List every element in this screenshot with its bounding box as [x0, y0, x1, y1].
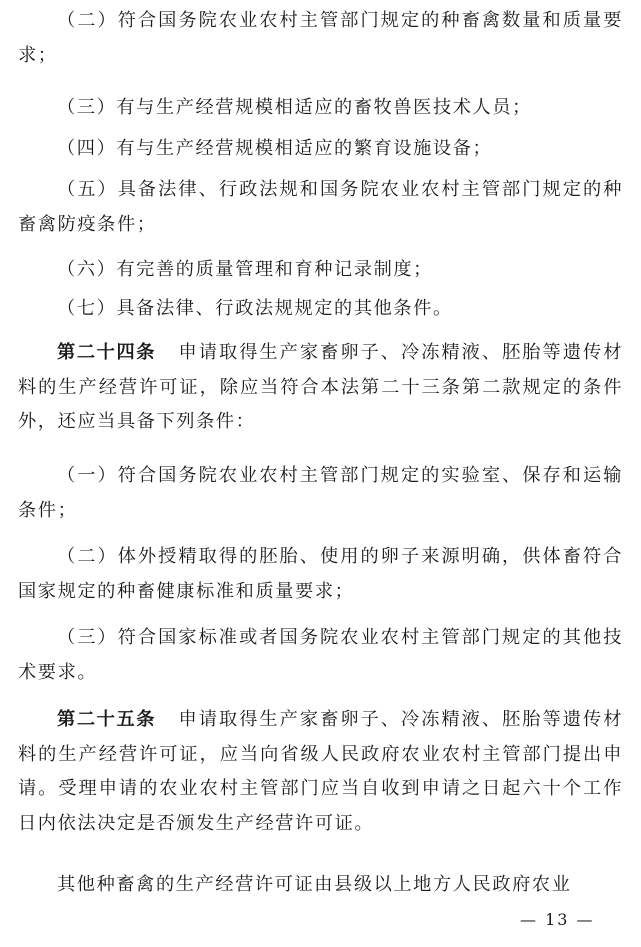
- paragraph-item-1: [18, 459, 623, 528]
- paragraph-text: 申请取得生产家畜卵子、冷冻精液、胚胎等遗传材料的生产经营许可证，除应当符合本法第二十三条第二款规定的条件外，还应当具备下列条件：: [18, 342, 623, 432]
- paragraph-text: （三）符合国家标准或者国务院农业农村主管部门规定的其他技术要求。: [18, 627, 623, 683]
- paragraph-text: （五）具备法律、行政法规和国务院农业农村主管部门规定的种畜禽防疫条件；: [18, 179, 623, 235]
- paragraph-text: （二）符合国务院农业农村主管部门规定的种畜禽数量和质量要求；: [18, 10, 623, 66]
- article-24: [18, 336, 623, 440]
- paragraph-text: （六）有完善的质量管理和育种记录制度；: [57, 259, 433, 280]
- paragraph-item-5: [18, 173, 623, 242]
- article-heading: 第二十五条: [57, 709, 157, 730]
- paragraph-item-2: [18, 4, 623, 73]
- paragraph-item-3: [18, 91, 623, 126]
- article-25: [18, 703, 623, 841]
- paragraph-item-3b: [18, 621, 623, 690]
- paragraph-item-6: [18, 253, 623, 288]
- paragraph-continuation: [18, 868, 623, 903]
- paragraph-text: （四）有与生产经营规模相适应的繁育设施设备；: [57, 138, 493, 159]
- paragraph-item-7: [18, 292, 623, 327]
- paragraph-text: （三）有与生产经营规模相适应的畜牧兽医技术人员；: [57, 97, 532, 118]
- page-number: — 13 —: [520, 910, 595, 929]
- paragraph-item-4: [18, 132, 623, 167]
- paragraph-text: 申请取得生产家畜卵子、冷冻精液、胚胎等遗传材料的生产经营许可证，应当向省级人民政府农业农村主管部门提出申请。受理申请的农业农村主管部门应当自收到申请之日起六十个工作日内依法决定是否颁发生产经营许可证。: [18, 709, 623, 834]
- paragraph-text: （二）体外授精取得的胚胎、使用的卵子来源明确，供体畜符合国家规定的种畜健康标准和质量要求；: [18, 546, 623, 602]
- paragraph-text: （七）具备法律、行政法规规定的其他条件。: [57, 298, 453, 319]
- paragraph-item-2b: [18, 540, 623, 609]
- article-heading: 第二十四条: [57, 342, 157, 363]
- paragraph-text: （一）符合国务院农业农村主管部门规定的实验室、保存和运输条件；: [18, 465, 623, 521]
- paragraph-text: 其他种畜禽的生产经营许可证由县级以上地方人民政府农业: [57, 874, 572, 895]
